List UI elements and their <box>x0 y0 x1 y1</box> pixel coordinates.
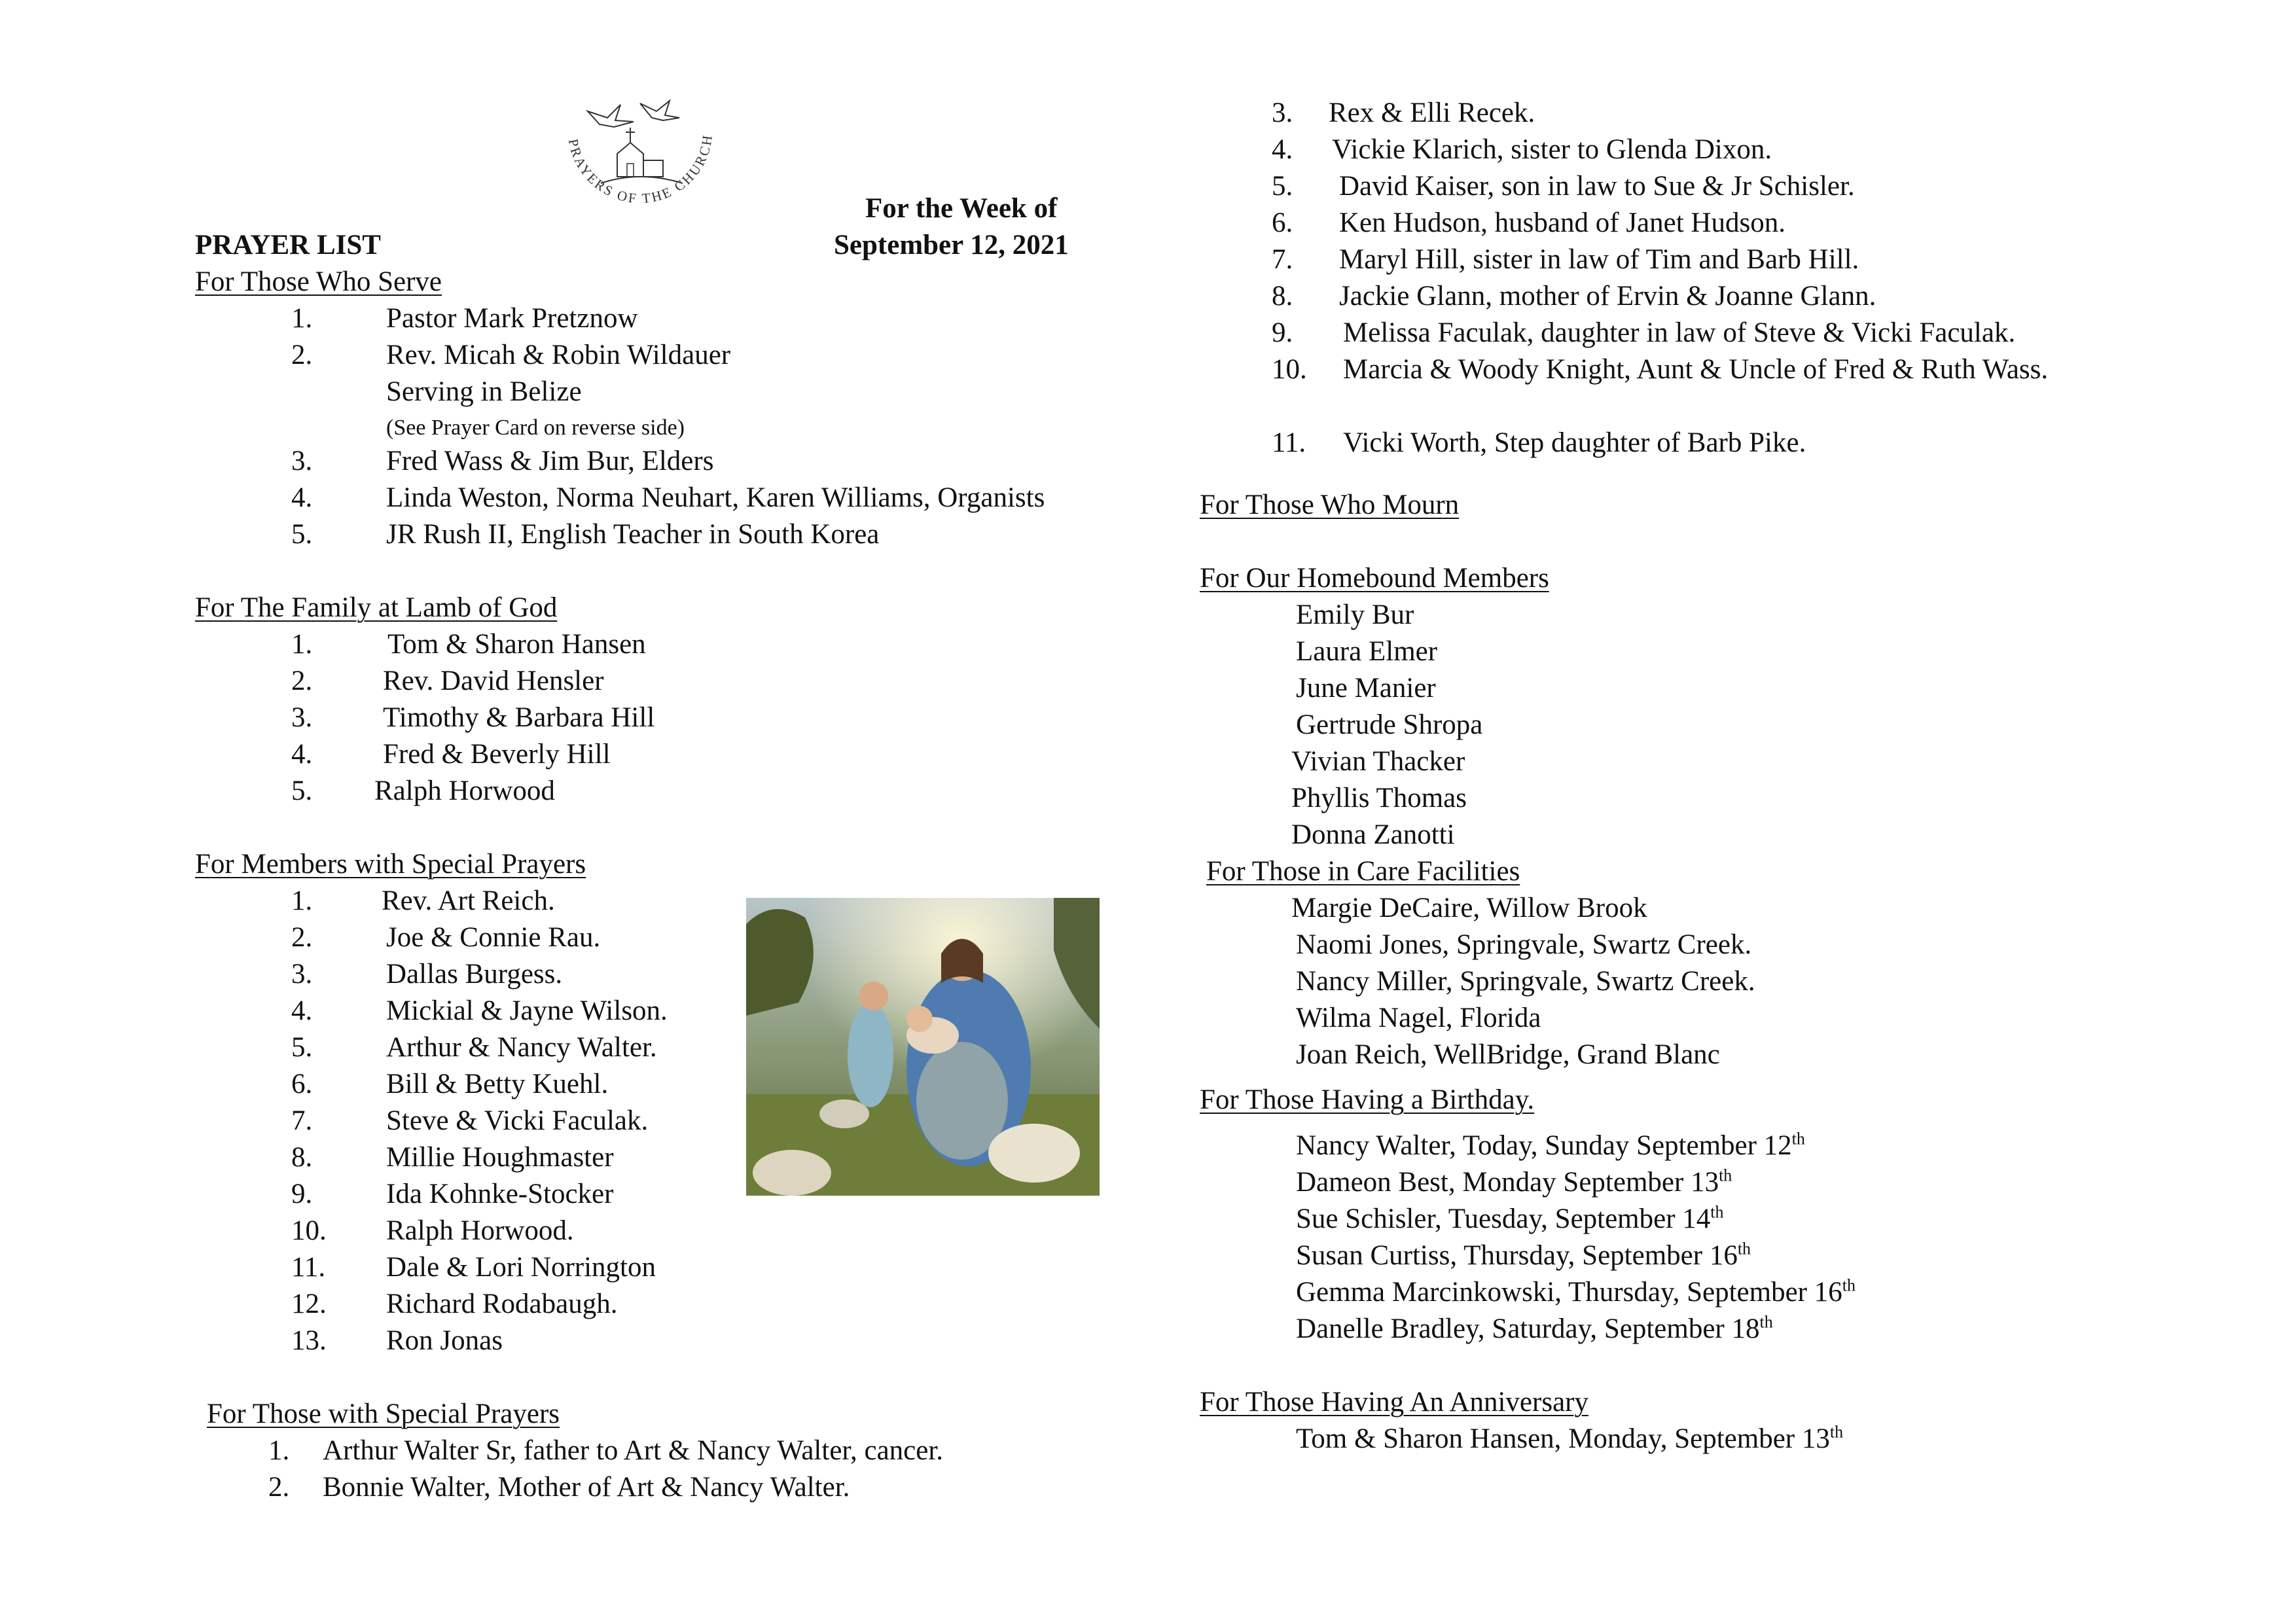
list-item: Rev. Art Reich. <box>382 885 555 916</box>
list-number: 4. <box>1272 134 1293 165</box>
list-item: Linda Weston, Norma Neuhart, Karen Williams, Organists <box>386 482 1045 513</box>
list-item: Melissa Faculak, daughter in law of Steve & Vicki Faculak. <box>1343 317 2016 348</box>
list-item: Arthur & Nancy Walter. <box>386 1032 657 1063</box>
list-item: Fred & Beverly Hill <box>383 739 611 770</box>
list-item <box>1296 1201 1724 1238</box>
list-item: Dale & Lori Norrington <box>386 1252 656 1283</box>
list-number: 1. <box>291 629 313 660</box>
birthday-text: Nancy Walter, Today, Sunday September 12 <box>1296 1130 1792 1161</box>
list-number: 8. <box>291 1142 313 1173</box>
list-number: 8. <box>1272 281 1293 312</box>
list-number: 13. <box>291 1325 327 1356</box>
ordinal-suffix: th <box>1842 1275 1856 1295</box>
list-item: Ralph Horwood <box>374 776 555 806</box>
list-item: Vicki Worth, Step daughter of Barb Pike. <box>1343 427 1806 458</box>
ordinal-suffix: th <box>1829 1422 1844 1442</box>
list-item: Phyllis Thomas <box>1291 783 1467 813</box>
list-number: 2. <box>268 1472 290 1503</box>
prayers-of-the-church-logo <box>542 92 738 229</box>
list-item: Mickial & Jayne Wilson. <box>386 995 668 1026</box>
ordinal-suffix: th <box>1737 1239 1751 1258</box>
list-item: Arthur Walter Sr, father to Art & Nancy Walter, cancer. <box>323 1435 944 1466</box>
list-item: Donna Zanotti <box>1291 819 1455 850</box>
list-number: 7. <box>291 1105 313 1136</box>
list-item <box>1296 1164 1732 1201</box>
list-number: 5. <box>1272 171 1293 202</box>
list-number: 4. <box>291 995 313 1026</box>
list-item <box>1296 1421 1843 1457</box>
list-item: Millie Houghmaster <box>386 1142 614 1173</box>
list-item: Richard Rodabaugh. <box>386 1289 618 1319</box>
list-item: Timothy & Barbara Hill <box>383 702 655 733</box>
list-number: 4. <box>291 482 313 513</box>
list-number: 3. <box>291 702 313 733</box>
list-number: 11. <box>1272 427 1306 458</box>
list-item: Joe & Connie Rau. <box>386 922 601 953</box>
list-number: 5. <box>291 1032 313 1063</box>
list-item: Marcia & Woody Knight, Aunt & Uncle of Fred & Ruth Wass. <box>1343 354 2049 385</box>
list-item <box>1296 1274 1856 1311</box>
list-number: 10. <box>1272 354 1307 385</box>
birthday-text: Danelle Bradley, Saturday, September 18 <box>1296 1313 1760 1344</box>
list-item: Gertrude Shropa <box>1296 709 1483 740</box>
list-number: 9. <box>291 1179 313 1209</box>
ordinal-suffix: th <box>1791 1129 1805 1149</box>
list-number: 1. <box>268 1435 290 1466</box>
list-number: 5. <box>291 776 313 806</box>
list-number: 2. <box>291 666 313 696</box>
birthday-text: Gemma Marcinkowski, Thursday, September 16 <box>1296 1277 1842 1308</box>
list-item: Rev. Micah & Robin Wildauer <box>386 340 731 370</box>
list-number: 6. <box>291 1069 313 1099</box>
list-item <box>1296 1238 1751 1274</box>
section-heading-family: For The Family at Lamb of God <box>195 592 558 623</box>
list-item: Ralph Horwood. <box>386 1215 574 1246</box>
list-number: 5. <box>291 519 313 550</box>
list-item: Tom & Sharon Hansen <box>387 629 646 660</box>
list-item: Joan Reich, WellBridge, Grand Blanc <box>1296 1039 1720 1070</box>
list-item: Rex & Elli Recek. <box>1329 98 1535 128</box>
list-item: Vivian Thacker <box>1291 746 1465 777</box>
list-number: 9. <box>1272 317 1293 348</box>
section-heading-serve: For Those Who Serve <box>195 266 442 297</box>
section-heading-others: For Those with Special Prayers <box>207 1399 560 1429</box>
list-item: Vickie Klarich, sister to Glenda Dixon. <box>1332 134 1772 165</box>
birthday-text: Susan Curtiss, Thursday, September 16 <box>1296 1240 1738 1271</box>
list-item: Bill & Betty Kuehl. <box>386 1069 609 1099</box>
list-number: 6. <box>1272 207 1293 238</box>
anniversary-text: Tom & Sharon Hansen, Monday, September 13 <box>1296 1423 1830 1454</box>
week-date: September 12, 2021 <box>834 230 1069 260</box>
logo-text: PRAYERS OF THE CHURCH <box>565 132 716 207</box>
list-item: Ken Hudson, husband of Janet Hudson. <box>1339 207 1785 238</box>
week-label: For the Week of <box>865 193 1058 224</box>
list-item: Ron Jonas <box>386 1325 503 1356</box>
page-title: PRAYER LIST <box>195 230 381 260</box>
ordinal-suffix: th <box>1710 1202 1724 1222</box>
list-number: 3. <box>291 959 313 990</box>
list-item <box>1296 1311 1773 1347</box>
list-item: Ida Kohnke-Stocker <box>386 1179 614 1209</box>
list-number: 2. <box>291 922 313 953</box>
list-item: Rev. David Hensler <box>383 666 604 696</box>
list-item: David Kaiser, son in law to Sue & Jr Schisler. <box>1339 171 1855 202</box>
section-heading-mourn: For Those Who Mourn <box>1200 490 1460 520</box>
list-item: June Manier <box>1296 673 1436 704</box>
svg-text:PRAYERS OF THE CHURCH <box>565 133 716 207</box>
list-item: Nancy Miller, Springvale, Swartz Creek. <box>1296 966 1755 997</box>
list-number: 10. <box>291 1215 327 1246</box>
list-item: Jackie Glann, mother of Ervin & Joanne Glann. <box>1339 281 1876 312</box>
ordinal-suffix: th <box>1759 1312 1773 1332</box>
list-item-continued: Serving in Belize <box>386 376 582 407</box>
birthday-text: Dameon Best, Monday September 13 <box>1296 1167 1719 1198</box>
list-number: 2. <box>291 340 313 370</box>
list-item: Naomi Jones, Springvale, Swartz Creek. <box>1296 929 1752 960</box>
section-heading-birthday: For Those Having a Birthday. <box>1200 1084 1535 1115</box>
list-item: Bonnie Walter, Mother of Art & Nancy Walter. <box>323 1472 850 1503</box>
list-item: Margie DeCaire, Willow Brook <box>1291 893 1647 923</box>
list-number: 1. <box>291 303 313 334</box>
section-heading-members: For Members with Special Prayers <box>195 849 586 880</box>
section-heading-homebound: For Our Homebound Members <box>1200 563 1549 594</box>
jesus-with-children-and-sheep-painting <box>746 898 1100 1196</box>
list-number: 4. <box>291 739 313 770</box>
birthday-text: Sue Schisler, Tuesday, September 14 <box>1296 1204 1711 1234</box>
list-item: Fred Wass & Jim Bur, Elders <box>386 446 714 476</box>
list-item: JR Rush II, English Teacher in South Korea <box>386 519 880 550</box>
ordinal-suffix: th <box>1719 1166 1732 1185</box>
list-item-note: (See Prayer Card on reverse side) <box>386 416 685 440</box>
list-item: Laura Elmer <box>1296 636 1438 667</box>
list-number: 12. <box>291 1289 327 1319</box>
list-number: 3. <box>1272 98 1293 128</box>
list-item: Pastor Mark Pretznow <box>386 303 638 334</box>
list-item <box>1296 1128 1805 1164</box>
list-number: 3. <box>291 446 313 476</box>
section-heading-care: For Those in Care Facilities <box>1206 856 1520 887</box>
list-item: Steve & Vicki Faculak. <box>386 1105 649 1136</box>
list-item: Emily Bur <box>1296 599 1414 630</box>
list-number: 11. <box>291 1252 326 1283</box>
list-item: Wilma Nagel, Florida <box>1296 1003 1541 1033</box>
list-item: Dallas Burgess. <box>386 959 563 990</box>
list-number: 1. <box>291 885 313 916</box>
list-number: 7. <box>1272 244 1293 275</box>
list-item: Maryl Hill, sister in law of Tim and Barb Hill. <box>1339 244 1859 275</box>
section-heading-anniversary: For Those Having An Anniversary <box>1200 1387 1588 1418</box>
